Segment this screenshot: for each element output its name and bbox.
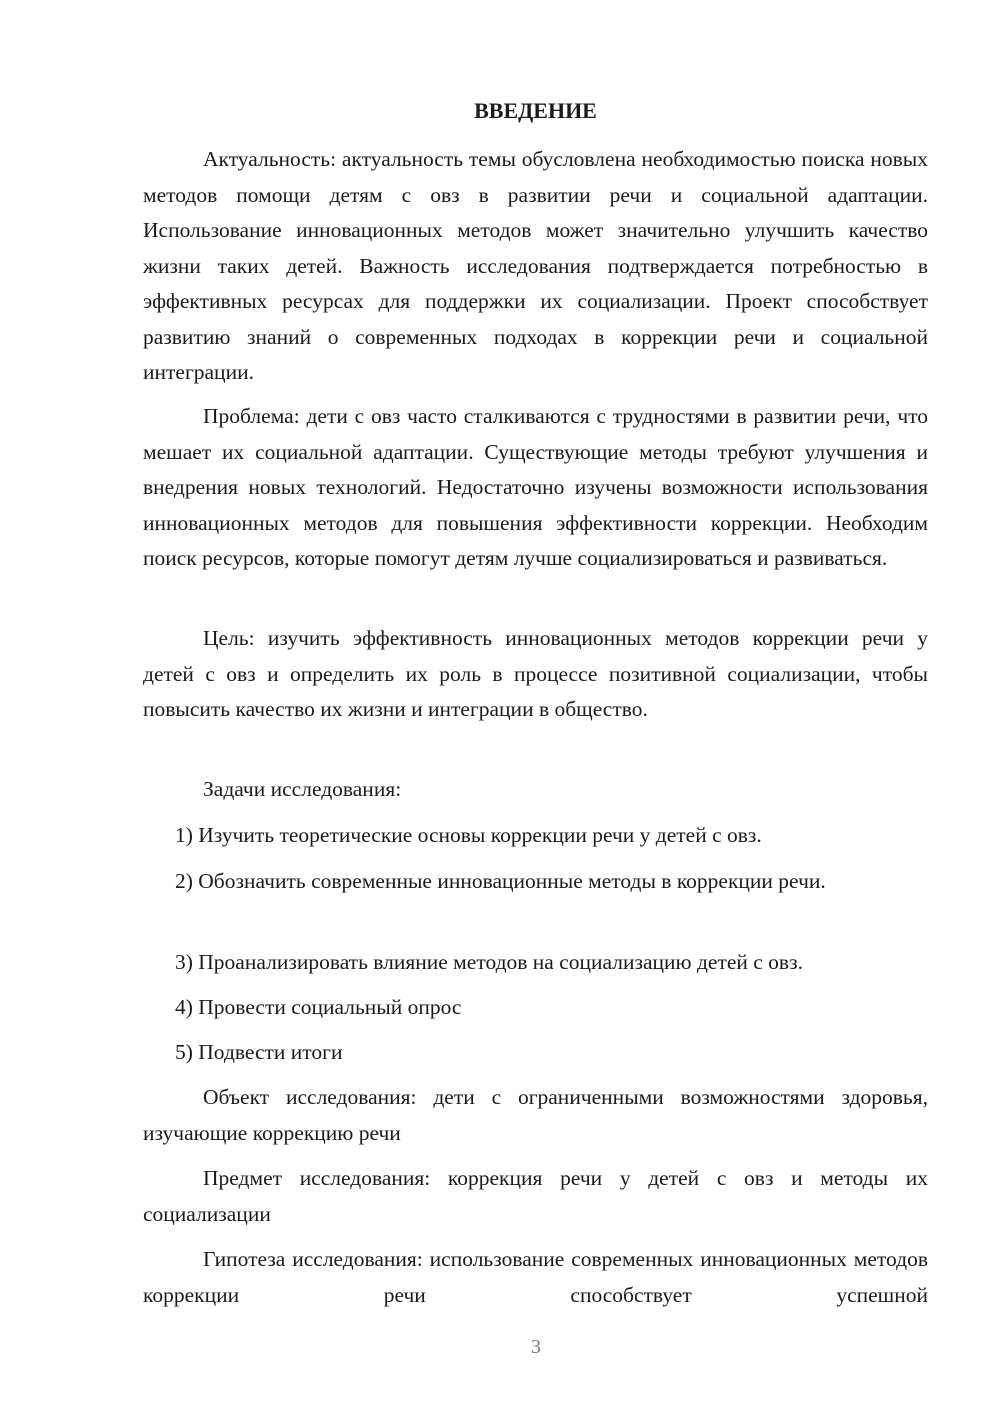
goal-paragraph: Цель: изучить эффективность инновационных методов коррекции речи у детей с овз и определить их роль в процессе позитивной социализации, чтобы повысить качество их жизни и интеграции в общество. xyxy=(143,626,928,721)
problem-paragraph: Проблема: дети с овз часто сталкиваются с трудностями в развитии речи, что мешает их социальной адаптации. Существующие методы требуют улучшения и внедрения новых технологий. Недостаточно изучены возможности использования инновационных методов для повышения эффективности коррекции. Необходим поиск ресурсов, которые помогут детям лучше социализироваться и развиваться. xyxy=(143,404,928,570)
task-item-1: 1) Изучить теоретические основы коррекции речи у детей с овз. xyxy=(175,823,762,847)
page-number: 3 xyxy=(531,1336,541,1358)
task-item-2: 2) Обозначить современные инновационные методы в коррекции речи. xyxy=(175,869,826,893)
hypothesis-paragraph: Гипотеза исследования: использование современных инновационных методов коррекции речи способствует успешной xyxy=(143,1247,928,1307)
task-item-4: 4) Провести социальный опрос xyxy=(175,995,462,1019)
task-item-5: 5) Подвести итоги xyxy=(175,1040,343,1064)
task-item-3: 3) Проанализировать влияние методов на социализацию детей с овз. xyxy=(175,950,803,974)
object-paragraph: Объект исследования: дети с ограниченными возможностями здоровья, изучающие коррекцию речи xyxy=(143,1085,928,1145)
subject-paragraph: Предмет исследования: коррекция речи у детей с овз и методы их социализации xyxy=(143,1166,928,1226)
relevance-paragraph: Актуальность: актуальность темы обусловлена необходимостью поиска новых методов помощи детям с овз в развитии речи и социальной адаптации. Использование инновационных методов может значительно улучшить качество жизни таких детей. Важность исследования подтверждается потребностью в эффективных ресурсах для поддержки их социализации. Проект способствует развитию знаний о современных подходах в коррекции речи и социальной интеграции. xyxy=(143,147,928,384)
tasks-intro: Задачи исследования: xyxy=(203,777,402,801)
section-heading: ВВЕДЕНИЕ xyxy=(474,98,597,123)
